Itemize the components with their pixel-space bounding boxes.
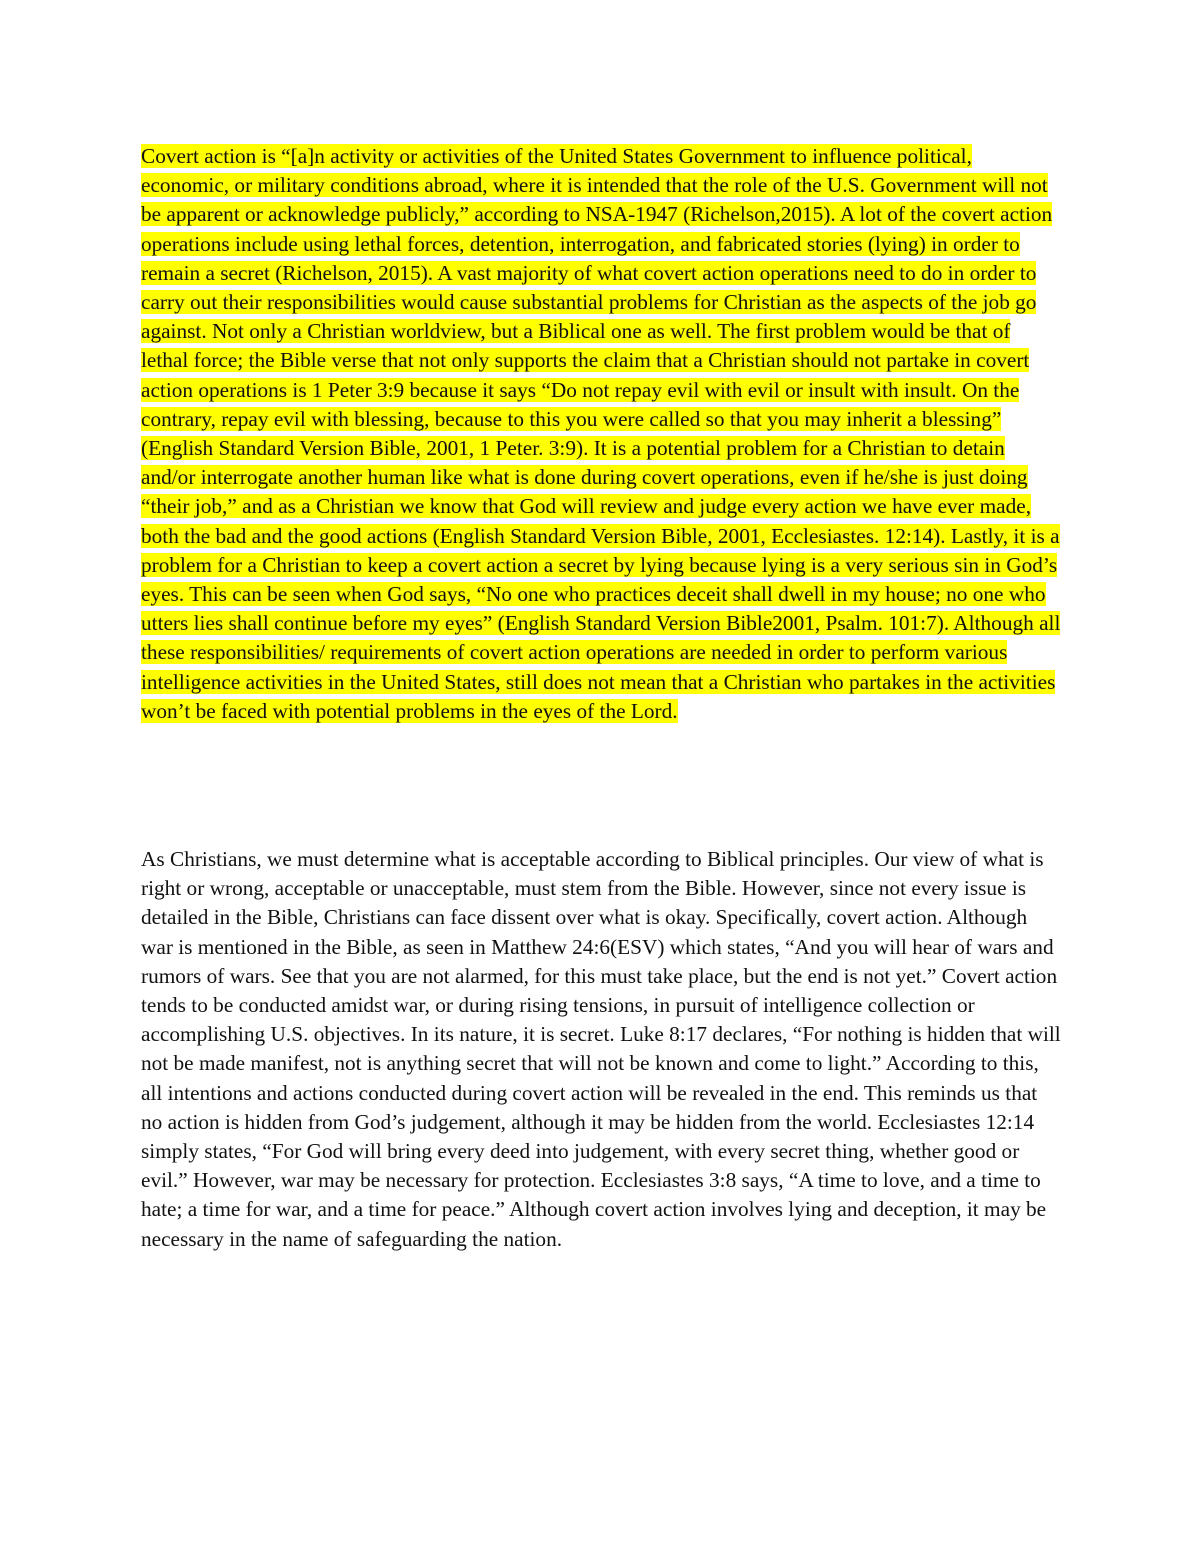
highlighted-paragraph	[141, 142, 1061, 726]
body-paragraph: As Christians, we must determine what is acceptable according to Biblical principles. Our view of what is right or wrong, acceptable or unacceptable, must stem from the Bible. However, since not every issue is detailed in the Bible, Christians can face dissent over what is okay. Specifically, covert action. Although war is mentioned in the Bible, as seen in Matthew 24:6(ESV) which states, “And you will hear of wars and rumors of wars. See that you are not alarmed, for this must take place, but the end is not yet.” Covert action tends to be conducted amidst war, or during rising tensions, in pursuit of intelligence collection or accomplishing U.S. objectives. In its nature, it is secret. Luke 8:17 declares, “For nothing is hidden that will not be made manifest, not is anything secret that will not be known and come to light.” According to this, all intentions and actions conducted during covert action will be revealed in the end. This reminds us that no action is hidden from God’s judgement, although it may be hidden from the world. Ecclesiastes 12:14 simply states, “For God will bring every deed into judgement, with every secret thing, whether good or evil.” However, war may be necessary for protection. Ecclesiastes 3:8 says, “A time to love, and a time to hate; a time for war, and a time for peace.” Although covert action involves lying and deception, it may be necessary in the name of safeguarding the nation.	[141, 847, 1061, 1251]
highlighted-paragraph-text: Covert action is “[a]n activity or activities of the United States Government to influence political, economic, or military conditions abroad, where it is intended that the role of the U.S. Government will not be apparent or acknowledge publicly,” according to NSA-1947 (Richelson,2015). A lot of the covert action operations include using lethal forces, detention, interrogation, and fabricated stories (lying) in order to remain a secret (Richelson, 2015). A vast majority of what covert action operations need to do in order to carry out their responsibilities would cause substantial problems for Christian as the aspects of the job go against. Not only a Christian worldview, but a Biblical one as well. The first problem would be that of lethal force; the Bible verse that not only supports the claim that a Christian should not partake in covert action operations is 1 Peter 3:9 because it says “Do not repay evil with evil or insult with insult. On the contrary, repay evil with blessing, because to this you were called so that you may inherit a blessing” (English Standard Version Bible, 2001, 1 Peter. 3:9). It is a potential problem for a Christian to detain and/or interrogate another human like what is done during covert operations, even if he/she is just doing “their job,” and as a Christian we know that God will review and judge every action we have ever made, both the bad and the good actions (English Standard Version Bible, 2001, Ecclesiastes. 12:14). Lastly, it is a problem for a Christian to keep a covert action a secret by lying because lying is a very serious sin in God’s eyes. This can be seen when God says, “No one who practices deceit shall dwell in my house; no one who utters lies shall continue before my eyes” (English Standard Version Bible2001, Psalm. 101:7). Although all these responsibilities/ requirements of covert action operations are needed in order to perform various intelligence activities in the United States, still does not mean that a Christian who partakes in the activities won’t be faced with potential problems in the eyes of the Lord.	[141, 144, 1061, 723]
